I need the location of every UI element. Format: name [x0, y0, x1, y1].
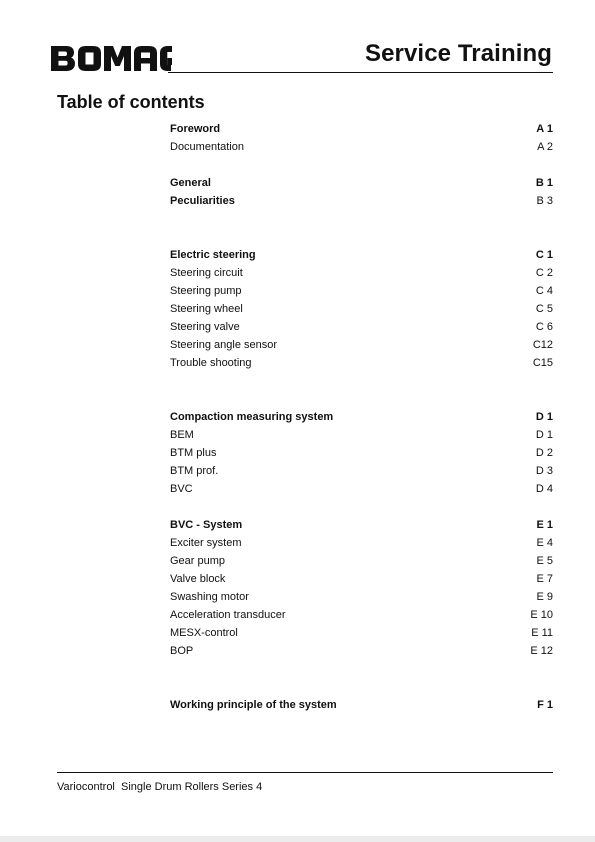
toc-page-number: D 1 — [535, 429, 553, 441]
toc-label: Trouble shooting — [170, 357, 252, 369]
toc-page-number: D 2 — [535, 447, 553, 459]
toc-label: BEM — [170, 429, 194, 441]
page-title: Table of contents — [57, 92, 205, 112]
toc-page-number: A 1 — [536, 123, 553, 135]
header-rule — [168, 72, 553, 73]
toc-row — [170, 246, 553, 264]
footer-text: Variocontrol Single Drum Rollers Series 4 — [57, 781, 263, 793]
toc-label: Compaction measuring system — [170, 411, 334, 423]
toc-page-number: E 12 — [530, 645, 553, 657]
toc-page-number: B 3 — [536, 195, 553, 207]
toc-page-number: C 1 — [535, 249, 553, 261]
toc-label: Steering wheel — [170, 303, 243, 315]
toc-page-number: A 2 — [537, 141, 553, 153]
toc-label: Swashing motor — [170, 591, 249, 603]
toc-row — [170, 588, 553, 606]
toc-row — [170, 552, 553, 570]
toc-page-number: C 2 — [535, 267, 553, 279]
toc-page-number: C12 — [532, 339, 553, 351]
toc-page-number: C 6 — [535, 321, 553, 333]
toc-label: Gear pump — [170, 555, 226, 567]
bomag-logo-graphic — [50, 44, 172, 73]
toc-label: Acceleration transducer — [170, 609, 286, 621]
header-title: Service Training — [364, 40, 552, 67]
toc-label: Peculiarities — [170, 195, 235, 207]
toc-label: Foreword — [170, 123, 221, 135]
toc-page-number: C 5 — [535, 303, 553, 315]
toc-row — [170, 642, 553, 660]
toc-page-number: B 1 — [535, 177, 553, 189]
toc-page-number: E 11 — [531, 627, 553, 639]
toc-row — [170, 444, 553, 462]
toc-page-number: F 1 — [537, 699, 553, 711]
toc-page-number: D 1 — [535, 411, 553, 423]
toc-label: BTM plus — [170, 447, 217, 459]
toc-page-number: E 5 — [536, 555, 553, 567]
toc-label: Exciter system — [170, 537, 242, 549]
toc-row — [170, 408, 553, 426]
toc-label: Electric steering — [170, 249, 256, 261]
toc-page-number: E 9 — [536, 591, 553, 603]
toc-label: Documentation — [170, 141, 244, 153]
toc-row — [170, 192, 553, 210]
toc-row — [170, 282, 553, 300]
toc-page-number: C15 — [532, 357, 553, 369]
toc-page-number: E 4 — [536, 537, 553, 549]
footer-rule — [57, 772, 553, 773]
toc-row — [170, 264, 553, 282]
toc-row — [170, 606, 553, 624]
toc-page-number: D 4 — [535, 483, 553, 495]
toc-page-number: D 3 — [535, 465, 553, 477]
toc-row — [170, 480, 553, 498]
toc-label: Working principle of the system — [170, 699, 337, 711]
toc-page-number: E 10 — [530, 609, 553, 621]
toc-row — [170, 516, 553, 534]
toc-label: General — [170, 177, 211, 189]
toc-page-number: E 7 — [536, 573, 553, 585]
toc-page-number: E 1 — [536, 519, 553, 531]
toc-row — [170, 426, 553, 444]
toc-row — [170, 696, 553, 714]
page-bottom-strip — [0, 836, 595, 842]
toc-label: Steering circuit — [170, 267, 243, 279]
toc-label: BTM prof. — [170, 465, 219, 477]
toc-label: MESX-control — [170, 627, 238, 639]
toc-row — [170, 318, 553, 336]
bomag-logo — [50, 44, 172, 73]
toc-row — [170, 354, 553, 372]
toc-label: BVC - System — [170, 519, 243, 531]
toc-row — [170, 174, 553, 192]
toc-label: Steering valve — [170, 321, 240, 333]
toc-row — [170, 300, 553, 318]
toc-row — [170, 534, 553, 552]
toc-page-number: C 4 — [535, 285, 553, 297]
toc-row — [170, 120, 553, 138]
toc-label: Steering pump — [170, 285, 242, 297]
toc-label: Valve block — [170, 573, 226, 585]
toc-label: BOP — [170, 645, 194, 657]
toc-row — [170, 624, 553, 642]
toc-label: Steering angle sensor — [170, 339, 278, 351]
toc-row — [170, 570, 553, 588]
toc-label: BVC — [170, 483, 193, 495]
toc-row — [170, 336, 553, 354]
toc-row — [170, 462, 553, 480]
toc-row — [170, 138, 553, 156]
